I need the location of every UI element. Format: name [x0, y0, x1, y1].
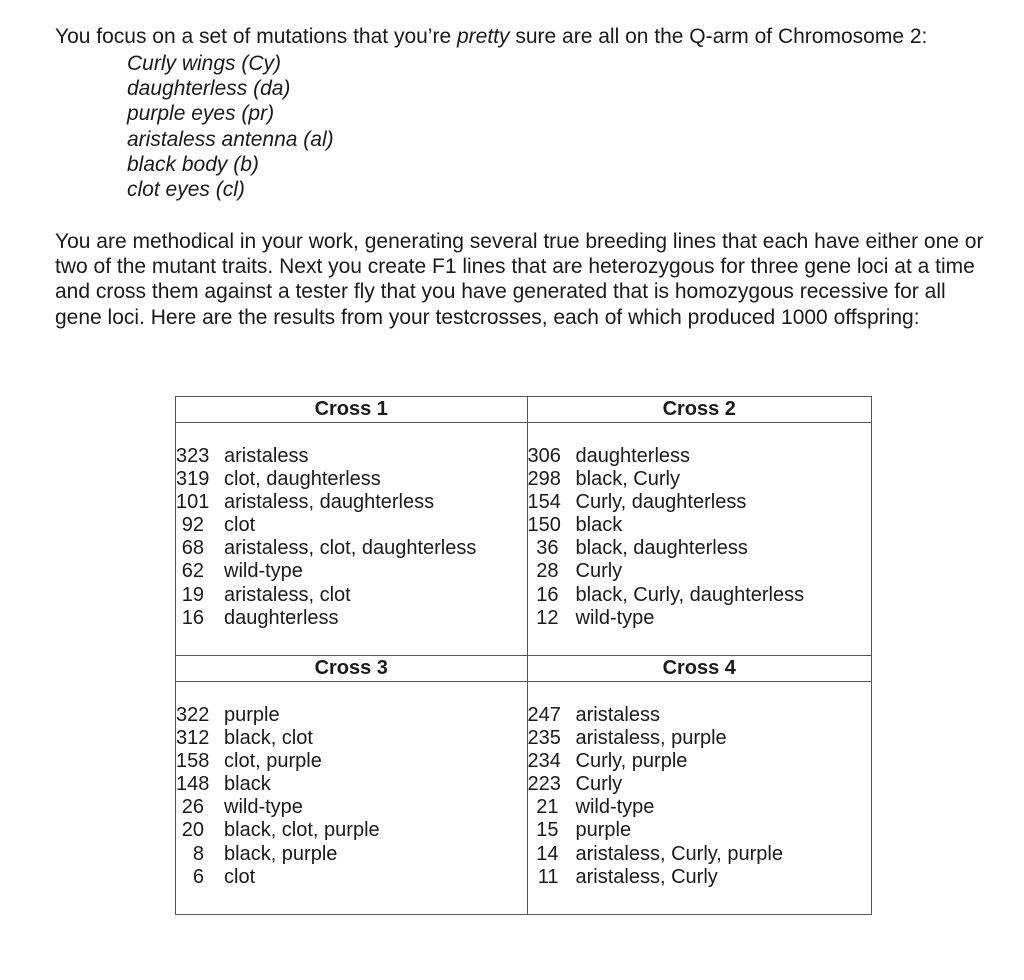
phenotype-label: aristaless, Curly, purple	[575, 842, 783, 865]
offspring-count: 8	[192, 842, 204, 865]
result-row	[176, 607, 527, 630]
phenotype-label: clot, daughterless	[224, 468, 381, 491]
phenotype-label: black, daughterless	[575, 537, 748, 560]
mutation-item: Curly wings (Cy)	[127, 52, 282, 75]
offspring-count: 26	[181, 796, 204, 819]
result-row	[176, 819, 527, 842]
result-row	[528, 607, 872, 630]
phenotype-label: clot	[224, 514, 256, 537]
result-row	[528, 796, 872, 819]
offspring-count: 235	[527, 727, 561, 750]
offspring-count: 21	[536, 796, 559, 819]
offspring-count: 298	[527, 468, 561, 491]
offspring-count: 101	[176, 491, 210, 514]
mutation-item: aristaless antenna (al)	[127, 127, 334, 151]
testcross-results-table	[175, 396, 872, 915]
result-row	[176, 750, 527, 773]
phenotype-label: aristaless, clot	[224, 583, 351, 606]
phenotype-label: Curly, daughterless	[575, 491, 747, 514]
result-row	[528, 750, 872, 773]
phenotype-label: black, clot, purple	[224, 819, 380, 842]
offspring-count: 319	[176, 468, 210, 491]
result-row	[176, 560, 527, 583]
intro-emphasis: pretty	[456, 25, 510, 48]
cross-2-title: Cross 2	[527, 397, 872, 423]
phenotype-label: daughterless	[575, 445, 691, 467]
cross-1-results	[176, 423, 528, 656]
result-row	[528, 866, 872, 889]
intro-text-before: You focus on a set of mutations that you’re	[55, 25, 457, 48]
results-row	[176, 423, 872, 656]
result-row	[176, 491, 527, 514]
phenotype-label: aristaless	[224, 445, 309, 467]
phenotype-label: black	[224, 773, 271, 796]
phenotype-label: black, Curly, daughterless	[575, 583, 805, 606]
offspring-count: 312	[176, 727, 210, 750]
intro-text-after: sure are all on the Q-arm of Chromosome 2:	[509, 25, 928, 48]
offspring-count: 150	[527, 514, 561, 537]
offspring-count: 158	[176, 750, 210, 773]
mutation-item: clot eyes (cl)	[127, 178, 245, 202]
phenotype-label: clot	[224, 865, 256, 888]
result-row	[528, 491, 872, 514]
result-row	[176, 843, 527, 866]
phenotype-label: wild-type	[224, 796, 303, 819]
phenotype-label: Curly	[575, 560, 623, 583]
header-row	[176, 397, 872, 423]
result-row	[528, 843, 872, 866]
phenotype-label: purple	[224, 704, 280, 726]
phenotype-label: black, Curly	[575, 468, 680, 491]
result-row	[176, 537, 527, 560]
mutation-item: black body (b)	[127, 152, 259, 176]
result-row	[176, 445, 527, 468]
result-row	[176, 584, 527, 607]
phenotype-label: aristaless, purple	[575, 727, 727, 750]
offspring-count: 15	[536, 819, 559, 842]
result-row	[528, 445, 872, 468]
result-row	[176, 727, 527, 750]
offspring-count: 20	[181, 819, 204, 842]
result-row	[176, 704, 527, 727]
offspring-count: 223	[527, 773, 561, 796]
offspring-count: 62	[181, 560, 204, 583]
mutation-item: daughterless (da)	[127, 77, 291, 101]
result-row	[176, 773, 527, 796]
offspring-count: 36	[536, 537, 559, 560]
result-row	[176, 796, 527, 819]
offspring-count: 68	[181, 537, 204, 560]
result-row	[176, 468, 527, 491]
offspring-count: 6	[192, 865, 204, 888]
offspring-count: 12	[536, 606, 559, 629]
mutation-list	[127, 51, 334, 202]
offspring-count: 154	[527, 491, 561, 514]
offspring-count: 16	[536, 583, 559, 606]
offspring-count: 16	[181, 606, 204, 629]
result-row	[528, 584, 872, 607]
offspring-count: 148	[176, 773, 210, 796]
phenotype-label: black, clot	[224, 727, 313, 750]
phenotype-label: black, purple	[224, 842, 338, 865]
cross-1-title: Cross 1	[176, 397, 528, 423]
result-row	[176, 514, 527, 537]
phenotype-label: Curly	[575, 773, 623, 796]
intro-sentence	[55, 24, 995, 50]
offspring-count: 14	[536, 842, 559, 865]
offspring-count: 234	[527, 750, 561, 773]
phenotype-label: Curly, purple	[575, 750, 688, 773]
offspring-count: 28	[536, 560, 559, 583]
phenotype-label: purple	[575, 819, 632, 842]
cross-3-results	[176, 682, 528, 915]
result-row	[528, 514, 872, 537]
offspring-count: 247	[527, 704, 561, 726]
offspring-count: 11	[537, 865, 559, 888]
phenotype-label: aristaless, daughterless	[224, 491, 435, 514]
result-row	[176, 866, 527, 889]
phenotype-label: clot, purple	[224, 750, 322, 773]
cross-4-results	[527, 682, 872, 915]
result-row	[528, 773, 872, 796]
offspring-count: 92	[181, 514, 204, 537]
result-row	[528, 560, 872, 583]
phenotype-label: wild-type	[575, 606, 655, 629]
offspring-count: 306	[527, 445, 561, 467]
result-row	[528, 537, 872, 560]
phenotype-label: aristaless, Curly	[575, 865, 718, 888]
mutation-item: purple eyes (pr)	[127, 102, 275, 126]
methods-paragraph: You are methodical in your work, generating several true breeding lines that each have either one or two of the mutant traits. Next you create F1 lines that are heterozygous for three gene loci at a time and cross them against a tester fly that you have generated that is homozygous recessive for all gene loci. Here are the results from your testcrosses, each of which produced 1000 offspring:	[55, 230, 984, 329]
phenotype-label: wild-type	[575, 796, 655, 819]
offspring-count: 323	[176, 445, 210, 467]
phenotype-label: black	[575, 514, 623, 537]
result-row	[528, 468, 872, 491]
result-row	[528, 727, 872, 750]
result-row	[528, 704, 872, 727]
phenotype-label: wild-type	[224, 560, 303, 583]
phenotype-label: aristaless	[575, 704, 660, 726]
result-row	[528, 819, 872, 842]
phenotype-label: aristaless, clot, daughterless	[224, 537, 477, 560]
header-row	[176, 656, 872, 682]
offspring-count: 322	[176, 704, 210, 726]
cross-2-results	[527, 423, 872, 656]
cross-4-title: Cross 4	[527, 656, 872, 682]
cross-3-title: Cross 3	[176, 656, 528, 682]
offspring-count: 19	[181, 583, 204, 606]
results-row	[176, 682, 872, 915]
phenotype-label: daughterless	[224, 606, 339, 629]
